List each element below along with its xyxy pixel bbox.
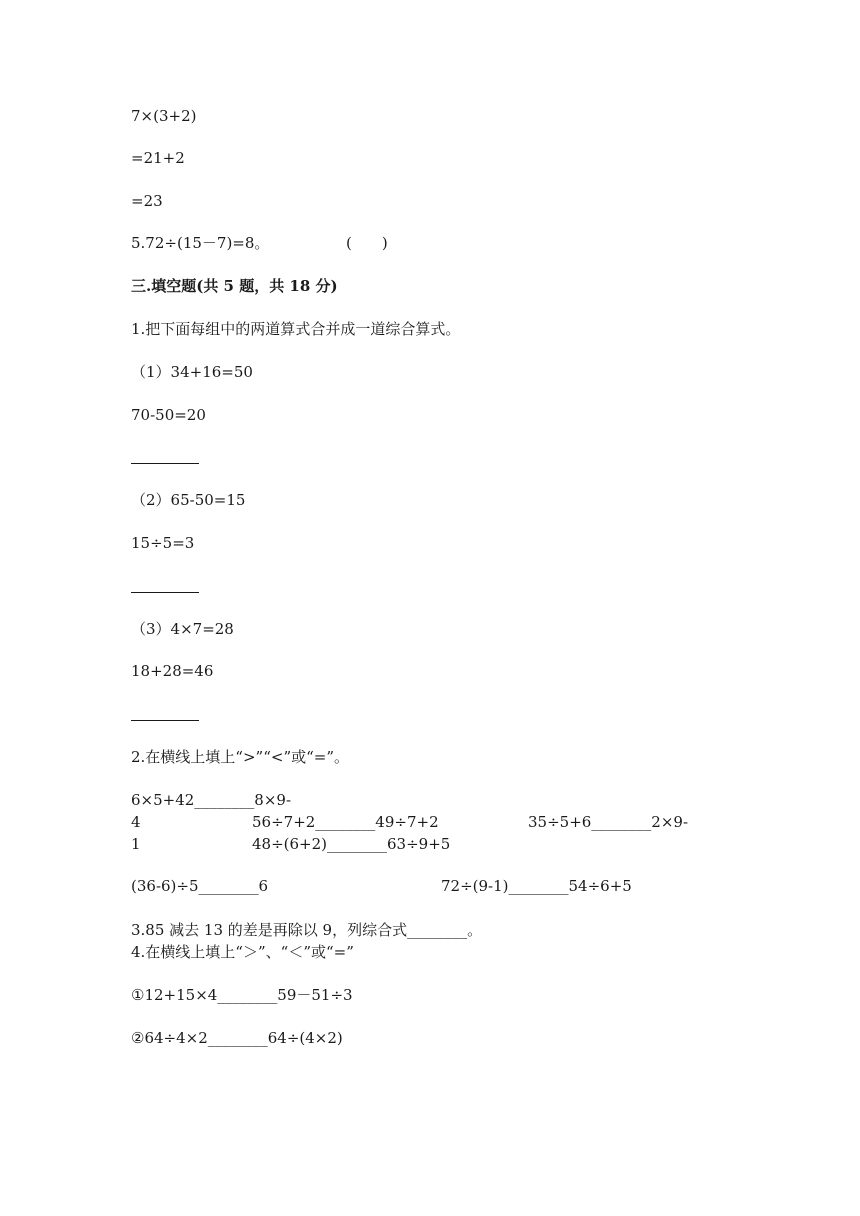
calc-line-2: =21+2 — [131, 149, 185, 167]
q2-row3-col1: 1 — [131, 835, 141, 853]
answer-bracket[interactable]: ( ) — [346, 234, 388, 252]
q2-prompt: 2.在横线上填上“>”“<”或“=”。 — [131, 748, 350, 766]
q1-group1-answer-blank[interactable] — [131, 463, 199, 464]
calc-line-3: =23 — [131, 192, 163, 210]
q4-item2: ②64÷4×2________64÷(4×2) — [131, 1029, 343, 1047]
question-5: 5.72÷(15－7)=8。 — [131, 234, 270, 252]
q1-group1-line2: 70-50=20 — [131, 406, 206, 424]
q2-row1-col1: 6×5+42________8×9- — [131, 791, 292, 809]
q2-row3-col2: 48÷(6+2)________63÷9+5 — [252, 835, 451, 853]
q2-row2-col1: 4 — [131, 813, 141, 831]
calc-line-1: 7×(3+2) — [131, 107, 197, 125]
q2-row4-col2: 72÷(9-1)________54÷6+5 — [441, 877, 632, 895]
q1-group3-answer-blank[interactable] — [131, 720, 199, 721]
section-heading: 三.填空题(共 5 题，共 18 分) — [131, 277, 338, 295]
q2-row4-col1: (36-6)÷5________6 — [131, 877, 269, 895]
q4-prompt: 4.在横线上填上“＞”、“＜”或“=” — [131, 943, 354, 961]
q1-group2-line2: 15÷5=3 — [131, 534, 195, 552]
q1-group3-line1: （3）4×7=28 — [131, 620, 234, 638]
q2-row2-col3: 35÷5+6________2×9- — [528, 813, 689, 831]
q1-group1-line1: （1）34+16=50 — [131, 363, 253, 381]
q2-row2-col2: 56÷7+2________49÷7+2 — [252, 813, 439, 831]
q4-item1: ①12+15×4________59－51÷3 — [131, 986, 353, 1004]
q1-group2-answer-blank[interactable] — [131, 592, 199, 593]
q3-text: 3.85 减去 13 的差是再除以 9，列综合式________。 — [131, 921, 483, 939]
q1-group2-line1: （2）65-50=15 — [131, 491, 246, 509]
q1-group3-line2: 18+28=46 — [131, 662, 214, 680]
q1-prompt: 1.把下面每组中的两道算式合并成一道综合算式。 — [131, 320, 461, 338]
